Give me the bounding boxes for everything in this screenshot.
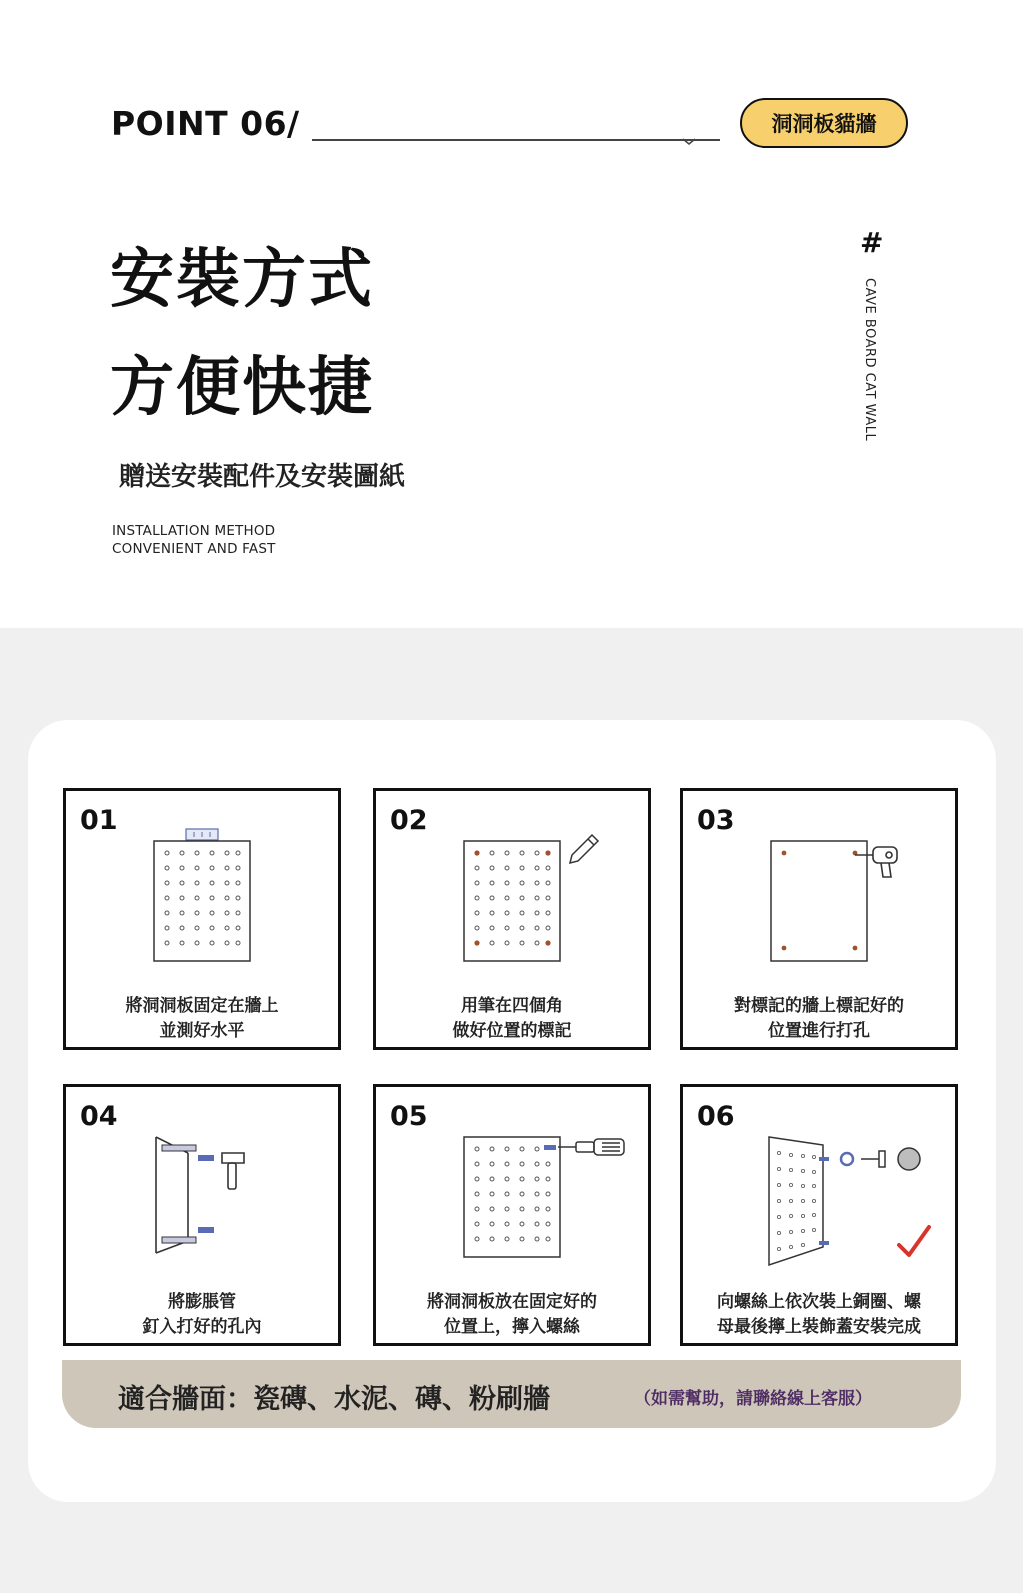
step-caption-line-1: 將洞洞板固定在牆上 <box>125 996 279 1016</box>
english-subtitle-1: INSTALLATION METHOD <box>112 523 276 539</box>
vertical-brand-text: CAVE BOARD CAT WALL <box>862 278 877 442</box>
pegboard-level-icon <box>66 791 344 981</box>
step-card-01 <box>63 788 341 1050</box>
headline-line-2: 方便快捷 <box>110 351 374 425</box>
step-caption-line-1: 將膨脹管 <box>168 1292 236 1312</box>
category-tag: 洞洞板貓牆 <box>740 98 908 148</box>
step-caption-line-1: 向螺絲上依次裝上銅圈、螺 <box>717 1292 921 1312</box>
step-caption-line-2: 並測好水平 <box>159 1021 245 1041</box>
headline-line-1: 安裝方式 <box>110 243 374 317</box>
step-number: 03 <box>697 805 735 836</box>
divider-notch <box>683 138 695 146</box>
step-caption-line-2: 位置進行打孔 <box>768 1021 870 1041</box>
suitable-walls-banner <box>62 1360 961 1428</box>
hammer-anchor-icon <box>66 1087 344 1277</box>
contact-service-note: （如需幫助，請聯絡線上客服） <box>634 1389 872 1409</box>
step-number: 02 <box>390 805 428 836</box>
english-subtitle-2: CONVENIENT AND FAST <box>112 541 276 557</box>
header-section <box>0 0 1023 628</box>
assembly-complete-icon <box>683 1087 961 1277</box>
step-card-06 <box>680 1084 958 1346</box>
step-caption-line-2: 釘入打好的孔內 <box>142 1317 262 1337</box>
pegboard-pencil-icon <box>376 791 654 981</box>
step-caption-line-2: 位置上，擰入螺絲 <box>444 1317 580 1337</box>
step-caption-line-2: 母最後擰上裝飾蓋安裝完成 <box>717 1317 921 1337</box>
drill-icon <box>683 791 961 981</box>
step-number: 06 <box>697 1101 735 1132</box>
step-number: 05 <box>390 1101 428 1132</box>
step-number: 01 <box>80 805 118 836</box>
step-caption-line-1: 用筆在四個角 <box>461 996 563 1016</box>
step-card-02 <box>373 788 651 1050</box>
screwdriver-icon <box>376 1087 654 1277</box>
point-label: POINT 06/ <box>111 104 300 143</box>
divider-line <box>312 139 720 141</box>
hash-icon: # <box>860 226 884 259</box>
step-card-04 <box>63 1084 341 1346</box>
step-caption-line-1: 對標記的牆上標記好的 <box>734 996 904 1016</box>
step-caption-line-2: 做好位置的標記 <box>452 1021 572 1041</box>
step-card-03 <box>680 788 958 1050</box>
step-card-05 <box>373 1084 651 1346</box>
step-caption-line-1: 將洞洞板放在固定好的 <box>427 1292 597 1312</box>
suitable-walls-text: 適合牆面：瓷磚、水泥、磚、粉刷牆 <box>118 1384 550 1415</box>
step-number: 04 <box>80 1101 118 1132</box>
subtitle: 贈送安裝配件及安裝圖紙 <box>119 462 406 492</box>
